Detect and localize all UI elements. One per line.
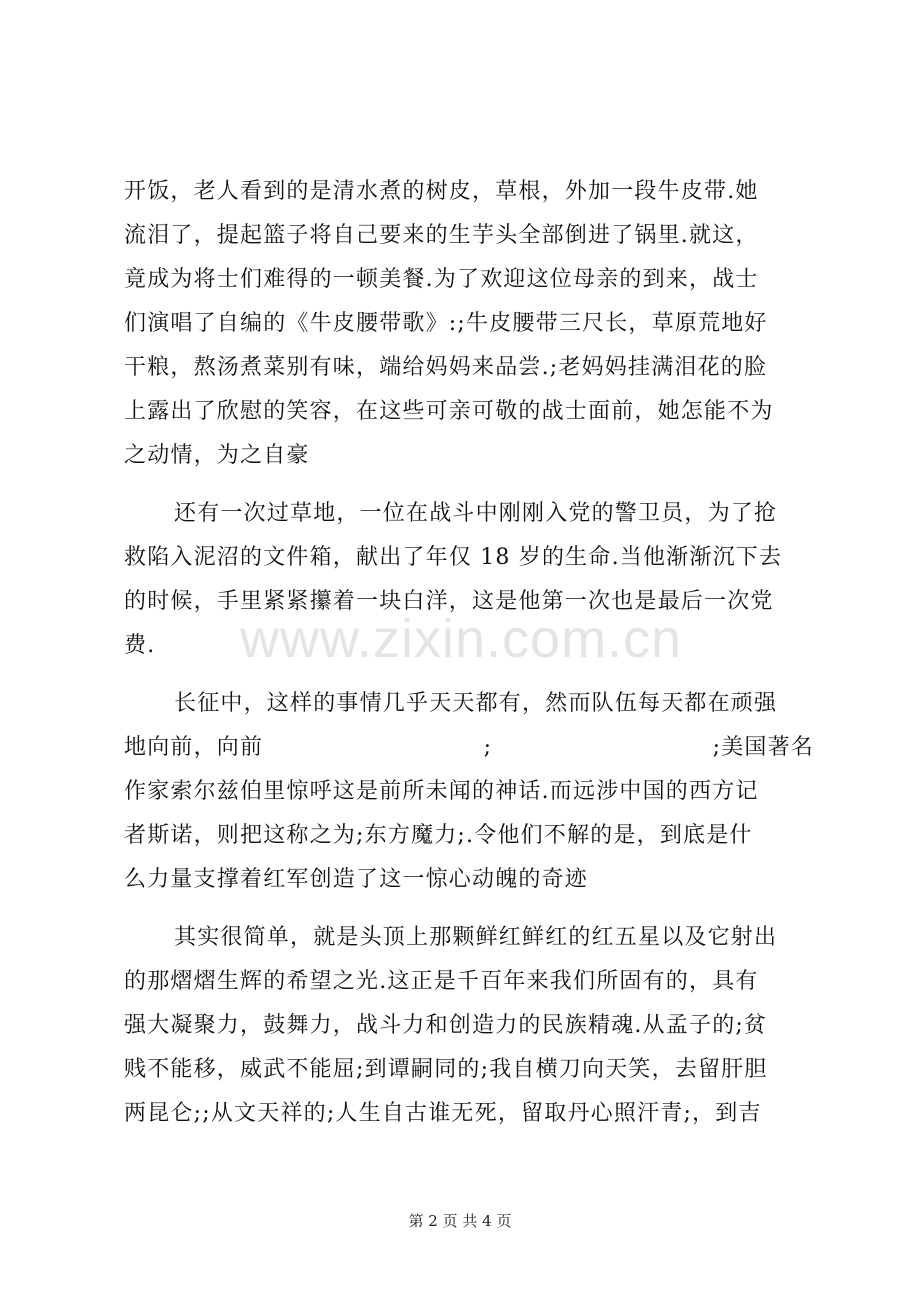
paragraph-line: 费. [124, 633, 156, 658]
paragraph-line: 么力量支撑着红军创造了这一惊心动魄的奇迹 [124, 867, 589, 892]
paragraph-line: 两昆仑;;从文天祥的;人生自古谁无死，留取丹心照汗青;，到吉 [124, 1101, 762, 1126]
paragraph-line: 强大凝聚力，鼓舞力，战斗力和创造力的民族精魂.从孟子的;贫 [124, 1013, 768, 1038]
paragraph-line: 的时候，手里紧紧攥着一块白洋，这是他第一次也是最后一次党 [124, 589, 774, 614]
paragraph-line: 流泪了，提起篮子将自己要来的生芋头全部倒进了锅里.就这， [124, 223, 759, 248]
paragraph-line: 开饭，老人看到的是清水煮的树皮，草根，外加一段牛皮带.她 [124, 179, 759, 204]
paragraph-3-first-line: 长征中，这样的事情几乎天天都有，然而队伍每天都在顽强 [174, 691, 778, 716]
paragraph-3-spread-line [124, 726, 814, 770]
spread-segment: ; [483, 735, 493, 760]
paragraph-line: 之动情，为之自豪 [124, 443, 310, 468]
paragraph-2-first-line: 还有一次过草地，一位在战斗中刚刚入党的警卫员，为了抢 [174, 501, 778, 526]
spread-segment: 地向前，向前 [124, 735, 264, 760]
spread-segment: ;美国著名 [712, 735, 814, 760]
paragraph-line: 贱不能移，威武不能屈;到谭嗣同的;我自横刀向天笑，去留肝胆 [124, 1057, 768, 1082]
paragraph-line: 们演唱了自编的《牛皮腰带歌》:;牛皮腰带三尺长，草原荒地好 [124, 311, 768, 336]
page-footer: 第 2 页 共 4 页 [408, 1212, 512, 1230]
paragraph-line: 救陷入泥沼的文件箱，献出了年仅 18 岁的生命.当他渐渐沉下去 [124, 545, 783, 570]
paragraph-line: 竟成为将士们难得的一顿美餐.为了欢迎这位母亲的到来，战士 [124, 267, 759, 292]
paragraph-line: 作家索尔兹伯里惊呼这是前所未闻的神话.而远涉中国的西方记 [124, 779, 759, 804]
paragraph-line: 者斯诺，则把这称之为;东方魔力;.令他们不解的是，到底是什 [124, 823, 753, 848]
paragraph-line: 的那熠熠生辉的希望之光.这正是千百年来我们所固有的，具有 [124, 969, 759, 994]
paragraph-line: 干粮，熬汤煮菜别有味，端给妈妈来品尝.;老妈妈挂满泪花的脸 [124, 355, 768, 380]
paragraph-4-first-line: 其实很简单，就是头顶上那颗鲜红鲜红的红五星以及它射出 [174, 925, 778, 950]
watermark: www.zixin.com.cn [240, 609, 683, 669]
paragraph-line: 上露出了欣慰的笑容，在这些可亲可敬的战士面前，她怎能不为 [124, 399, 774, 424]
